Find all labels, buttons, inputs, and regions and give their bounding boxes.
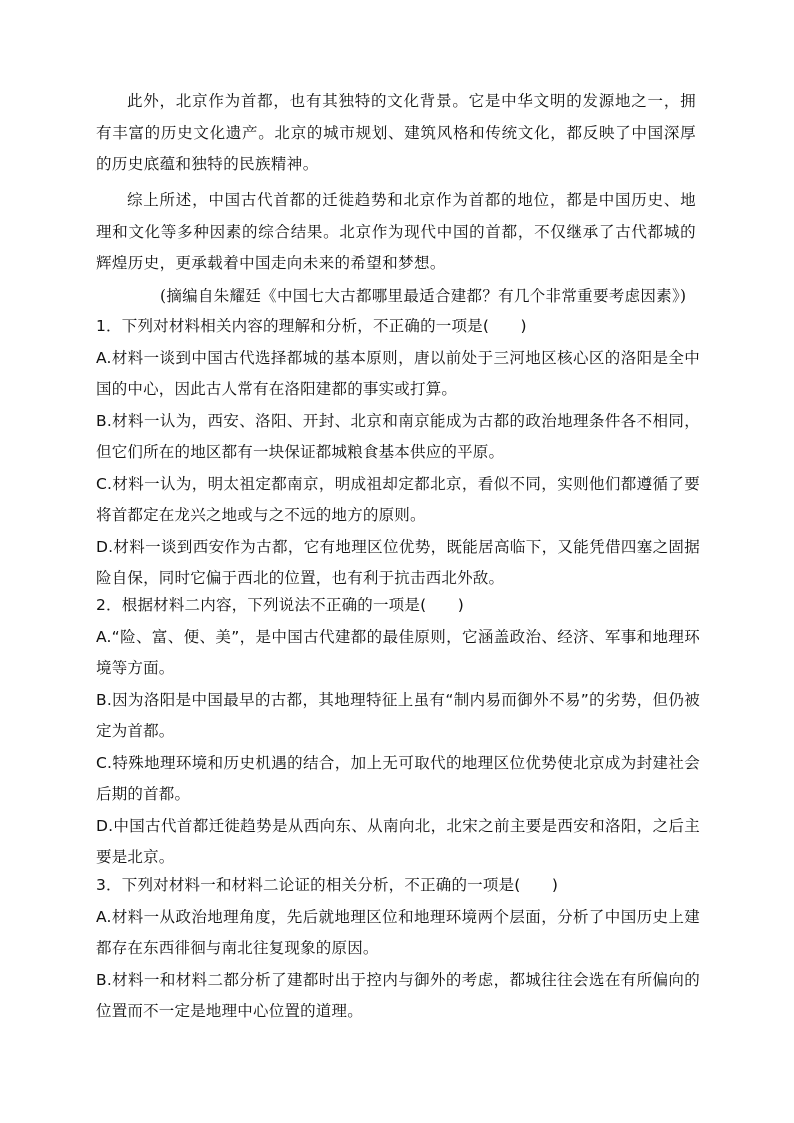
question-stem: 1．下列对材料相关内容的理解和分析，不正确的一项是( ) xyxy=(96,317,527,335)
passage-paragraph-culture: 此外，北京作为首都，也有其独特的文化背景。它是中华文明的发源地之一，拥有丰富的历史文化遗产。北京的城市规划、建筑风格和传统文化，都反映了中国深厚的历史底蕴和独特的民族精神。 xyxy=(96,92,696,173)
option-c: C.材料一认为，明太祖定都南京，明成祖却定都北京，看似不同，实则他们都遵循了要将首都定在龙兴之地或与之不远的地方的原则。 xyxy=(96,474,700,524)
question-1 xyxy=(96,311,700,595)
question-3 xyxy=(96,870,700,1028)
option-c: C.特殊地理环境和历史机遇的结合，加上无可取代的地理区位优势使北京成为封建社会后期的首都。 xyxy=(96,753,700,803)
question-2 xyxy=(96,590,700,874)
option-b: B.材料一和材料二都分析了建都时出于控内与御外的考虑，都城往往会选在有所偏向的位置而不一定是地理中心位置的道理。 xyxy=(96,970,700,1020)
question-stem: 2．根据材料二内容，下列说法不正确的一项是( ) xyxy=(96,596,464,614)
option-b: B.材料一认为，西安、洛阳、开封、北京和南京能成为古都的政治地理条件各不相同，但它们所在的地区都有一块保证都城粮食基本供应的平原。 xyxy=(96,411,700,461)
source-citation: (摘编自朱耀廷《中国七大古都哪里最适合建都？有几个非常重要考虑因素》) xyxy=(160,287,687,305)
question-stem: 3．下列对材料一和材料二论证的相关分析，不正确的一项是( ) xyxy=(96,876,559,894)
option-d: D.中国古代首都迁徙趋势是从西向东、从南向北，北宋之前主要是西安和洛阳，之后主要是北京。 xyxy=(96,816,700,866)
option-a: A.“险、富、便、美”，是中国古代建都的最佳原则，它涵盖政治、经济、军事和地理环境等方面。 xyxy=(96,627,700,677)
option-a: A.材料一从政治地理角度，先后就地理区位和地理环境两个层面，分析了中国历史上建都存在东西徘徊与南北往复现象的原因。 xyxy=(96,907,700,957)
option-a: A.材料一谈到中国古代选择都城的基本原则，唐以前处于三河地区核心区的洛阳是全中国的中心，因此古人常有在洛阳建都的事实或打算。 xyxy=(96,348,700,398)
passage-paragraph-summary: 综上所述，中国古代首都的迁徙趋势和北京作为首都的地位，都是中国历史、地理和文化等多种因素的综合结果。北京作为现代中国的首都，不仅继承了古代都城的辉煌历史，更承载着中国走向未来的希望和梦想。 xyxy=(96,191,696,272)
option-d: D.材料一谈到西安作为古都，它有地理区位优势，既能居高临下，又能凭借四塞之固据险自保，同时它偏于西北的位置，也有利于抗击西北外敌。 xyxy=(96,537,700,587)
option-b: B.因为洛阳是中国最早的古都，其地理特征上虽有“制内易而御外不易”的劣势，但仍被定为首都。 xyxy=(96,690,700,740)
